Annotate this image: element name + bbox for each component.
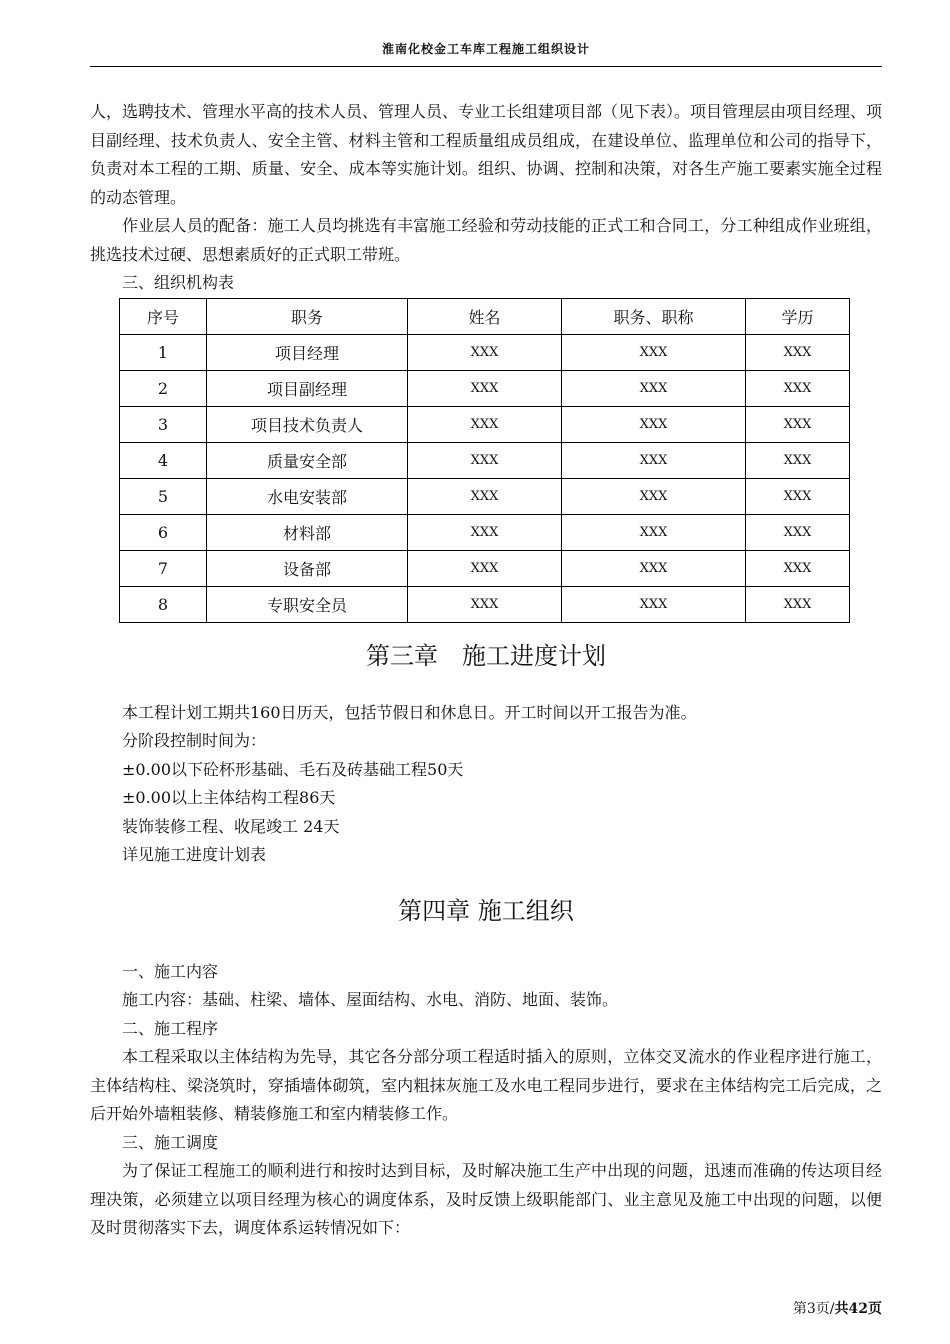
cell-position: 水电安装部	[207, 478, 408, 514]
page-header: 淮南化校金工车库工程施工组织设计	[381, 42, 590, 56]
cell-name: XXX	[408, 334, 562, 370]
header-cell-position: 职务	[207, 298, 408, 334]
cell-education: XXX	[746, 550, 850, 586]
cell-position: 专职安全员	[207, 586, 408, 622]
cell-education: XXX	[746, 442, 850, 478]
cell-position: 项目经理	[207, 334, 408, 370]
cell-index: 2	[120, 370, 207, 406]
cell-index: 5	[120, 478, 207, 514]
cell-name: XXX	[408, 370, 562, 406]
document-body	[90, 98, 882, 1243]
chapter-3-line: ±0.00以下砼杯形基础、毛石及砖基础工程50天	[122, 759, 464, 779]
table-row	[120, 370, 850, 406]
page-number	[793, 1298, 882, 1318]
header-rule	[90, 66, 882, 67]
cell-position: 材料部	[207, 514, 408, 550]
org-table	[119, 298, 850, 623]
cell-name: XXX	[408, 442, 562, 478]
cell-position: 项目副经理	[207, 370, 408, 406]
section-heading-dispatch: 三、施工调度	[122, 1132, 219, 1152]
page-current: 第3页/	[792, 1301, 835, 1317]
chapter-3-line: 分阶段控制时间为：	[122, 731, 267, 750]
cell-title: XXX	[562, 406, 746, 442]
chapter-3-line: ±0.00以上主体结构工程86天	[122, 788, 336, 807]
cell-name: XXX	[408, 586, 562, 622]
cell-index: 4	[120, 442, 207, 478]
cell-title: XXX	[562, 586, 746, 622]
cell-education: XXX	[746, 586, 850, 622]
table-row	[120, 406, 850, 442]
page-total: 共42页	[834, 1301, 882, 1317]
section-text-content: 施工内容：基础、柱梁、墙体、屋面结构、水电、消防、地面、装饰。	[122, 990, 619, 1009]
cell-title: XXX	[562, 478, 746, 514]
cell-index: 6	[120, 514, 207, 550]
section-text-dispatch: 为了保证工程施工的顺利进行和按时达到目标，及时解决施工生产中出现的问题，迅速而准确的传达项目经理决策，必须建立以项目经理为核心的调度体系，及时反馈上级职能部门、业主意见及施工中出现的问题，以便及时贯彻落实下去，调度体系运转情况如下：	[90, 1161, 882, 1237]
cell-education: XXX	[746, 514, 850, 550]
chapter-3-line: 装饰装修工程、收尾竣工 24天	[122, 816, 340, 836]
cell-index: 3	[120, 406, 207, 442]
table-row	[120, 586, 850, 622]
section-text-procedure: 本工程采取以主体结构为先导，其它各分部分项工程适时插入的原则，立体交叉流水的作业程序进行施工，主体结构柱、梁浇筑时，穿插墙体砌筑，室内粗抹灰施工及水电工程同步进行，要求在主体结构完工后完成，之后开始外墙粗装修、精装修施工和室内精装修工作。	[90, 1047, 882, 1123]
cell-education: XXX	[746, 370, 850, 406]
cell-education: XXX	[746, 406, 850, 442]
cell-position: 质量安全部	[207, 442, 408, 478]
table-row	[120, 478, 850, 514]
header-cell-name: 姓名	[408, 298, 562, 334]
chapter-3-line: 本工程计划工期共160日历天，包括节假日和休息日。开工时间以开工报告为准。	[122, 702, 697, 722]
cell-title: XXX	[562, 550, 746, 586]
header-cell-index: 序号	[120, 298, 207, 334]
cell-title: XXX	[562, 334, 746, 370]
cell-title: XXX	[562, 370, 746, 406]
cell-education: XXX	[746, 334, 850, 370]
chapter-3-line: 详见施工进度计划表	[122, 845, 267, 864]
cell-name: XXX	[408, 478, 562, 514]
cell-name: XXX	[408, 406, 562, 442]
cell-title: XXX	[562, 514, 746, 550]
header-cell-title: 职务、职称	[562, 298, 746, 334]
cell-position: 项目技术负责人	[207, 406, 408, 442]
section-heading-content: 一、施工内容	[122, 961, 219, 981]
cell-name: XXX	[408, 550, 562, 586]
cell-index: 1	[120, 334, 207, 370]
cell-index: 8	[120, 586, 207, 622]
chapter-4-title: 第四章 施工组织	[398, 896, 574, 925]
cell-name: XXX	[408, 514, 562, 550]
org-table-caption: 三、组织机构表	[122, 273, 235, 292]
intro-paragraph-1: 人，选聘技术、管理水平高的技术人员、管理人员、专业工长组建项目部（见下表）。项目管理层由项目经理、项目副经理、技术负责人、安全主管、材料主管和工程质量组成员组成，在建设单位、监理单位和公司的指导下，负责对本工程的工期、质量、安全、成本等实施计划。组织、协调、控制和决策，对各生产施工要素实施全过程的动态管理。	[90, 102, 883, 207]
header-cell-education: 学历	[746, 298, 850, 334]
section-heading-procedure: 二、施工程序	[122, 1018, 219, 1038]
table-row	[120, 550, 850, 586]
cell-position: 设备部	[207, 550, 408, 586]
intro-paragraph-2: 作业层人员的配备：施工人员均挑选有丰富施工经验和劳动技能的正式工和合同工，分工种组成作业班组，挑选技术过硬、思想素质好的正式职工带班。	[90, 216, 882, 264]
table-row	[120, 334, 850, 370]
table-row	[120, 442, 850, 478]
cell-index: 7	[120, 550, 207, 586]
cell-title: XXX	[562, 442, 746, 478]
table-header-row	[120, 298, 850, 334]
table-row	[120, 514, 850, 550]
cell-education: XXX	[746, 478, 850, 514]
chapter-3-title: 第三章 施工进度计划	[366, 641, 606, 670]
